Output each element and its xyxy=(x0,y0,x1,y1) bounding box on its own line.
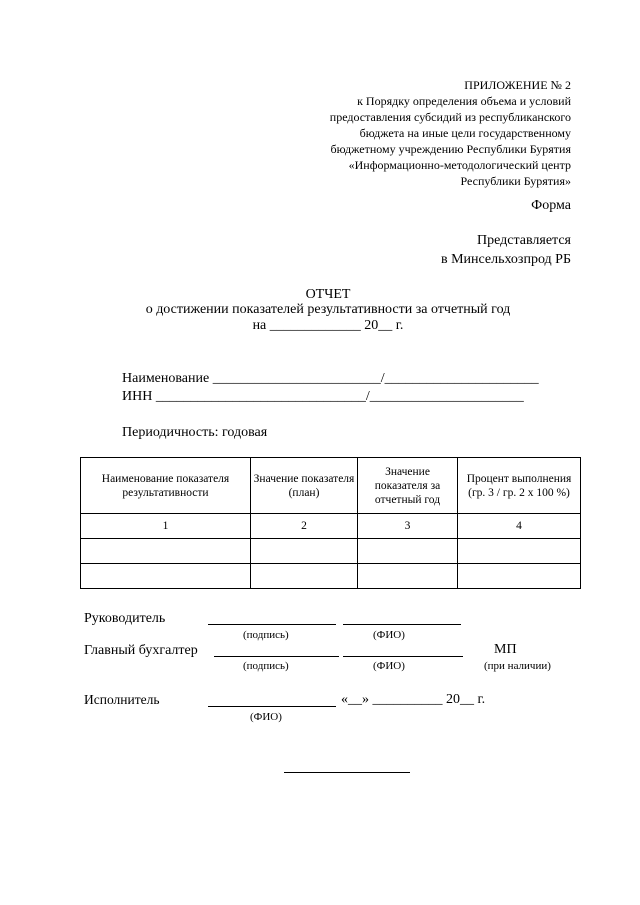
table-cell[interactable] xyxy=(358,564,458,589)
report-date-line: на _____________ 20__ г. xyxy=(252,318,404,333)
table-cell[interactable] xyxy=(458,539,581,564)
accountant-fio-hint: (ФИО) xyxy=(373,660,405,672)
head-fio-line[interactable] xyxy=(343,624,461,625)
table-cell[interactable] xyxy=(358,539,458,564)
executor-fio-line[interactable] xyxy=(208,706,336,707)
appendix-title: ПРИЛОЖЕНИЕ № 2 xyxy=(464,78,571,92)
table-number-row xyxy=(81,514,581,539)
accountant-label: Главный бухгалтер xyxy=(84,643,198,658)
table-cell[interactable] xyxy=(81,564,251,589)
executor-fio-hint: (ФИО) xyxy=(250,711,282,723)
submitted-line-2: в Минсельхозпрод РБ xyxy=(440,252,571,267)
column-number: 2 xyxy=(251,514,358,539)
table-cell[interactable] xyxy=(81,539,251,564)
accountant-signature-line[interactable] xyxy=(214,656,339,657)
form-label: Форма xyxy=(531,198,571,213)
appendix-line: бюджета на иные цели государственному xyxy=(359,126,571,140)
head-fio-hint: (ФИО) xyxy=(373,629,405,641)
head-signature-hint: (подпись) xyxy=(243,629,289,641)
bottom-separator xyxy=(284,772,410,773)
head-signature-line[interactable] xyxy=(208,624,336,625)
mp-hint: (при наличии) xyxy=(484,660,551,672)
report-title: ОТЧЕТ xyxy=(305,287,351,302)
mp-label: МП xyxy=(494,642,517,657)
org-name-line: Наименование ________________________/______________________ xyxy=(122,371,539,386)
table-row xyxy=(81,539,581,564)
column-number: 1 xyxy=(81,514,251,539)
executor-label: Исполнитель xyxy=(84,692,160,707)
header-plan-value: Значение показателя (план) xyxy=(251,458,358,514)
report-subtitle: о достижении показателей результативности за отчетный год xyxy=(145,302,511,317)
table-row xyxy=(81,564,581,589)
executor-date: «__» __________ 20__ г. xyxy=(341,692,486,707)
accountant-signature-hint: (подпись) xyxy=(243,660,289,672)
accountant-fio-line[interactable] xyxy=(343,656,463,657)
appendix-line: Республики Бурятия» xyxy=(460,174,571,188)
indicators-table xyxy=(80,457,581,589)
appendix-header xyxy=(330,77,571,189)
org-inn-line: ИНН ______________________________/______________________ xyxy=(122,389,524,404)
table-cell[interactable] xyxy=(251,539,358,564)
table-cell[interactable] xyxy=(251,564,358,589)
header-actual-value: Значение показателя за отчетный год xyxy=(358,458,458,514)
appendix-line: «Информационно-методологический центр xyxy=(348,158,571,172)
header-indicator-name: Наименование показателя результативности xyxy=(81,458,251,514)
column-number: 4 xyxy=(458,514,581,539)
appendix-line: к Порядку определения объема и условий xyxy=(357,94,571,108)
appendix-line: бюджетному учреждению Республики Бурятия xyxy=(330,142,571,156)
periodicity: Периодичность: годовая xyxy=(122,425,268,440)
header-completion-percent: Процент выполнения (гр. 3 / гр. 2 х 100 %) xyxy=(458,458,581,514)
head-label: Руководитель xyxy=(84,611,166,626)
column-number: 3 xyxy=(358,514,458,539)
appendix-line: предоставления субсидий из республиканского xyxy=(329,110,571,124)
table-header-row xyxy=(81,458,581,514)
table-cell[interactable] xyxy=(458,564,581,589)
submitted-line-1: Представляется xyxy=(477,233,571,248)
